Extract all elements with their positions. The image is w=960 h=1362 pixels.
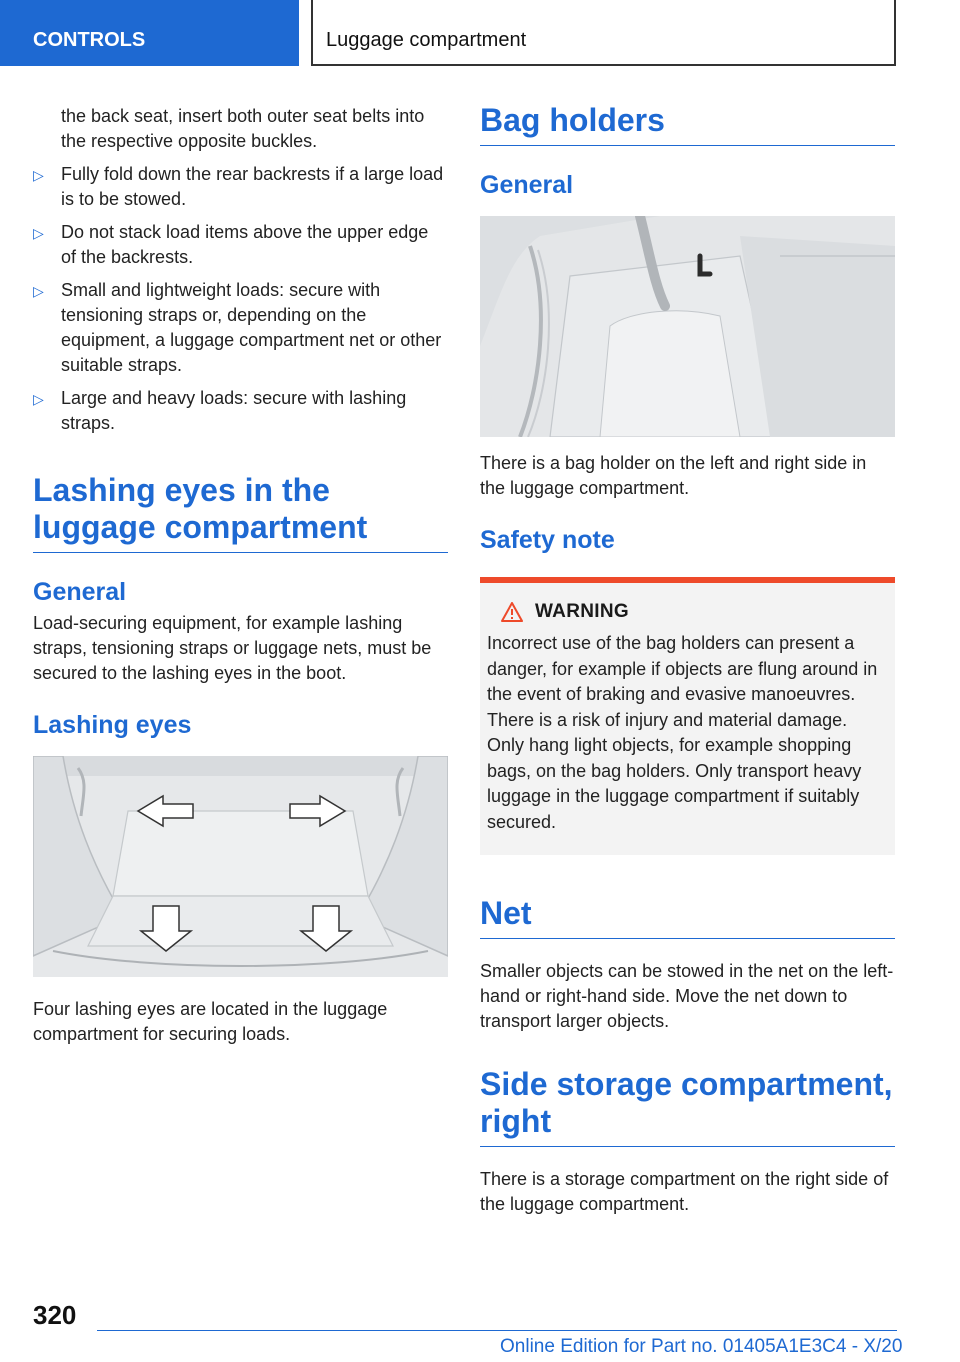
triangle-bullet-icon: ▷ — [33, 391, 44, 407]
net-heading: Net — [480, 895, 895, 939]
lashing-eyes-figure — [33, 756, 448, 977]
chapter-title: Luggage compartment — [311, 0, 896, 66]
warning-title: WARNING — [535, 601, 629, 622]
triangle-bullet-icon: ▷ — [33, 167, 44, 183]
safety-note-heading: Safety note — [480, 526, 615, 554]
lashing-eyes-heading: Lashing eyes — [33, 711, 192, 739]
list-item: ▷ Do not stack load items above the upper edge of the backrests. — [33, 222, 429, 267]
net-text: Smaller objects can be stowed in the net on the left-hand or right-hand side. Move the net down to transport larger objects. — [480, 961, 894, 1031]
bag-holders-heading: Bag holders — [480, 102, 895, 146]
warning-triangle-icon — [501, 602, 523, 622]
bullet-list — [33, 162, 448, 436]
general-heading-left: General — [33, 578, 127, 606]
triangle-bullet-icon: ▷ — [33, 225, 44, 241]
right-column — [480, 102, 895, 1217]
triangle-bullet-icon: ▷ — [33, 283, 44, 299]
footer-divider — [97, 1330, 897, 1331]
bag-holder-text: There is a bag holder on the left and right side in the luggage compartment. — [480, 453, 867, 498]
general-heading-right: General — [480, 171, 574, 199]
list-item: ▷ Large and heavy loads: secure with lashing straps. — [33, 388, 407, 433]
section-tab: CONTROLS — [0, 0, 299, 66]
list-item: ▷ Fully fold down the rear backrests if a large load is to be stowed. — [33, 164, 444, 209]
edition-footer: Online Edition for Part no. 01405A1E3C4 - X/20 — [500, 1336, 903, 1357]
list-item: ▷ Small and lightweight loads: secure with tensioning straps or, depending on the equipment, a luggage compartment net or other suitable straps. — [33, 280, 442, 375]
lashing-eyes-caption: Four lashing eyes are located in the luggage compartment for securing loads. — [33, 999, 388, 1044]
continued-text: the back seat, insert both outer seat belts into the respective opposite buckles. — [61, 106, 425, 151]
warning-box — [480, 577, 895, 855]
side-storage-heading: Side storage compartment, right — [480, 1066, 895, 1147]
page-number: 320 — [33, 1300, 77, 1330]
warning-title-row — [487, 601, 887, 623]
warning-text: Incorrect use of the bag holders can present a danger, for example if objects are flung around in the event of braking and evasive manoeuvres. There is a risk of injury and material damage. Only hang light objects, for example shopping bags, on the bag holders. Only transport heavy luggage in the luggage compartment if suitably secured. — [487, 633, 878, 832]
page-header — [0, 0, 960, 66]
left-column — [33, 100, 448, 1047]
general-text: Load-securing equipment, for example lashing straps, tensioning straps or luggage nets, must be secured to the lashing eyes in the boot. — [33, 613, 432, 683]
bag-holder-figure — [480, 216, 895, 437]
side-storage-text: There is a storage compartment on the right side of the luggage compartment. — [480, 1169, 889, 1214]
lashing-heading: Lashing eyes in the luggage compartment — [33, 472, 448, 553]
